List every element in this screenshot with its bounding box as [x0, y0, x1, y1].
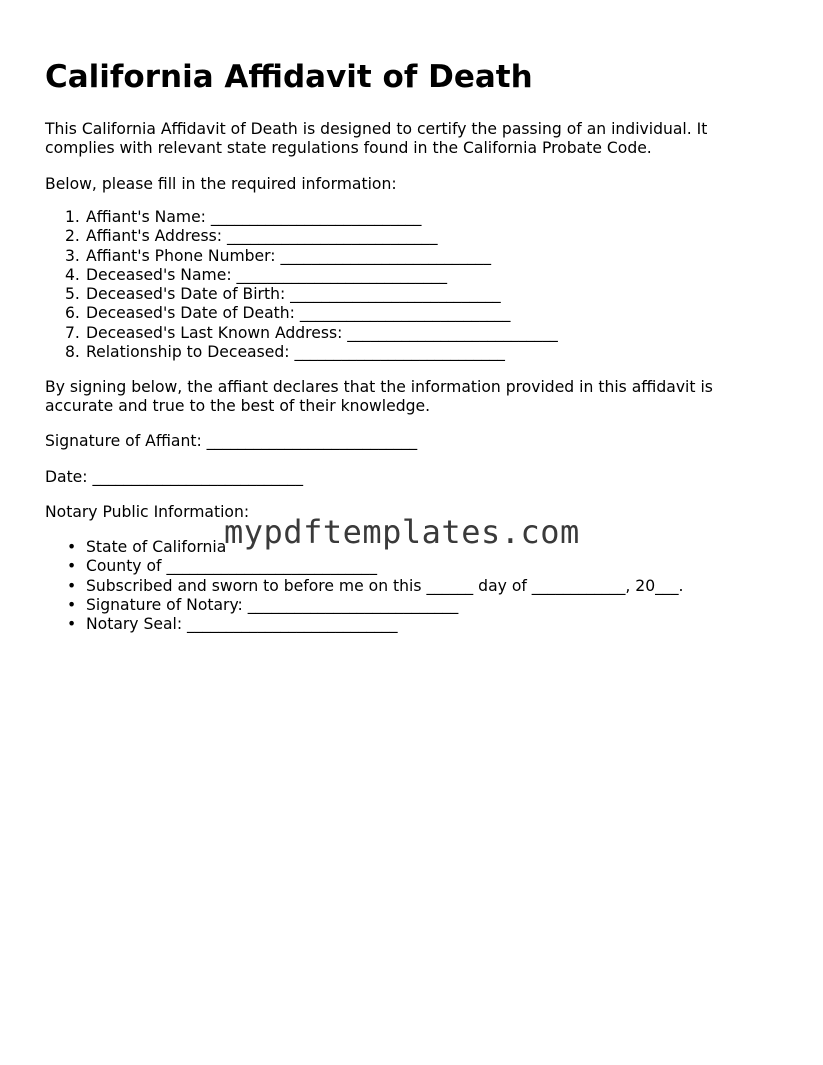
notary-sworn-statement: Subscribed and sworn to before me on this ______ day of ____________, 20___. — [86, 576, 684, 595]
list-item — [65, 304, 558, 323]
list-item — [65, 577, 683, 596]
field-affiant-address: Affiant's Address: ___________________________ — [86, 227, 438, 246]
field-deceased-birth-date: Deceased's Date of Birth: ___________________________ — [86, 285, 501, 304]
notary-info-list — [65, 538, 683, 634]
list-number: 7. — [65, 323, 80, 342]
list-item — [65, 208, 558, 227]
document-title: California Affidavit of Death — [45, 59, 533, 95]
declaration-line-2: accurate and true to the best of their knowledge. — [45, 397, 431, 415]
bullet-icon: • — [67, 615, 77, 634]
list-item — [65, 596, 683, 615]
notary-county: County of ___________________________ — [86, 557, 377, 576]
affiant-signature-line: Signature of Affiant: ___________________________ — [45, 432, 418, 450]
list-item — [65, 615, 683, 634]
notary-signature: Signature of Notary: ___________________________ — [86, 595, 459, 614]
list-number: 1. — [65, 208, 80, 226]
bullet-icon: • — [67, 595, 77, 614]
field-relationship: Relationship to Deceased: ___________________________ — [86, 343, 505, 362]
intro-line-2: complies with relevant state regulations found in the California Probate Code. — [45, 139, 652, 157]
field-deceased-name: Deceased's Name: ___________________________ — [86, 265, 448, 284]
bullet-icon: • — [67, 576, 77, 595]
instruction-text: Below, please fill in the required information: — [45, 175, 397, 193]
list-item — [65, 266, 558, 285]
list-item — [65, 324, 558, 343]
list-item — [65, 227, 558, 246]
list-item — [65, 285, 558, 304]
intro-line-1: This California Affidavit of Death is designed to certify the passing of an individual. It — [45, 120, 708, 138]
list-number: 8. — [65, 343, 80, 362]
field-deceased-death-date: Deceased's Date of Death: ___________________________ — [86, 304, 511, 323]
notary-heading: Notary Public Information: — [45, 503, 250, 521]
required-fields-list — [65, 208, 558, 362]
bullet-icon: • — [67, 538, 77, 556]
bullet-icon: • — [67, 557, 77, 576]
date-line: Date: ___________________________ — [45, 468, 303, 486]
notary-state: State of California — [86, 538, 227, 556]
list-item — [65, 343, 558, 362]
field-affiant-name: Affiant's Name: ___________________________ — [86, 208, 422, 226]
watermark: mypdftemplates.com — [224, 513, 580, 551]
declaration-line-1: By signing below, the affiant declares that the information provided in this affidavit is — [45, 378, 713, 396]
field-affiant-phone: Affiant's Phone Number: ___________________________ — [86, 246, 492, 265]
notary-seal: Notary Seal: ___________________________ — [86, 615, 398, 634]
list-item — [65, 247, 558, 266]
list-number: 4. — [65, 265, 80, 284]
list-number: 3. — [65, 246, 80, 265]
list-number: 2. — [65, 227, 80, 246]
list-number: 6. — [65, 304, 80, 323]
field-deceased-address: Deceased's Last Known Address: ___________________________ — [86, 323, 558, 342]
list-item — [65, 557, 683, 576]
list-number: 5. — [65, 285, 80, 304]
